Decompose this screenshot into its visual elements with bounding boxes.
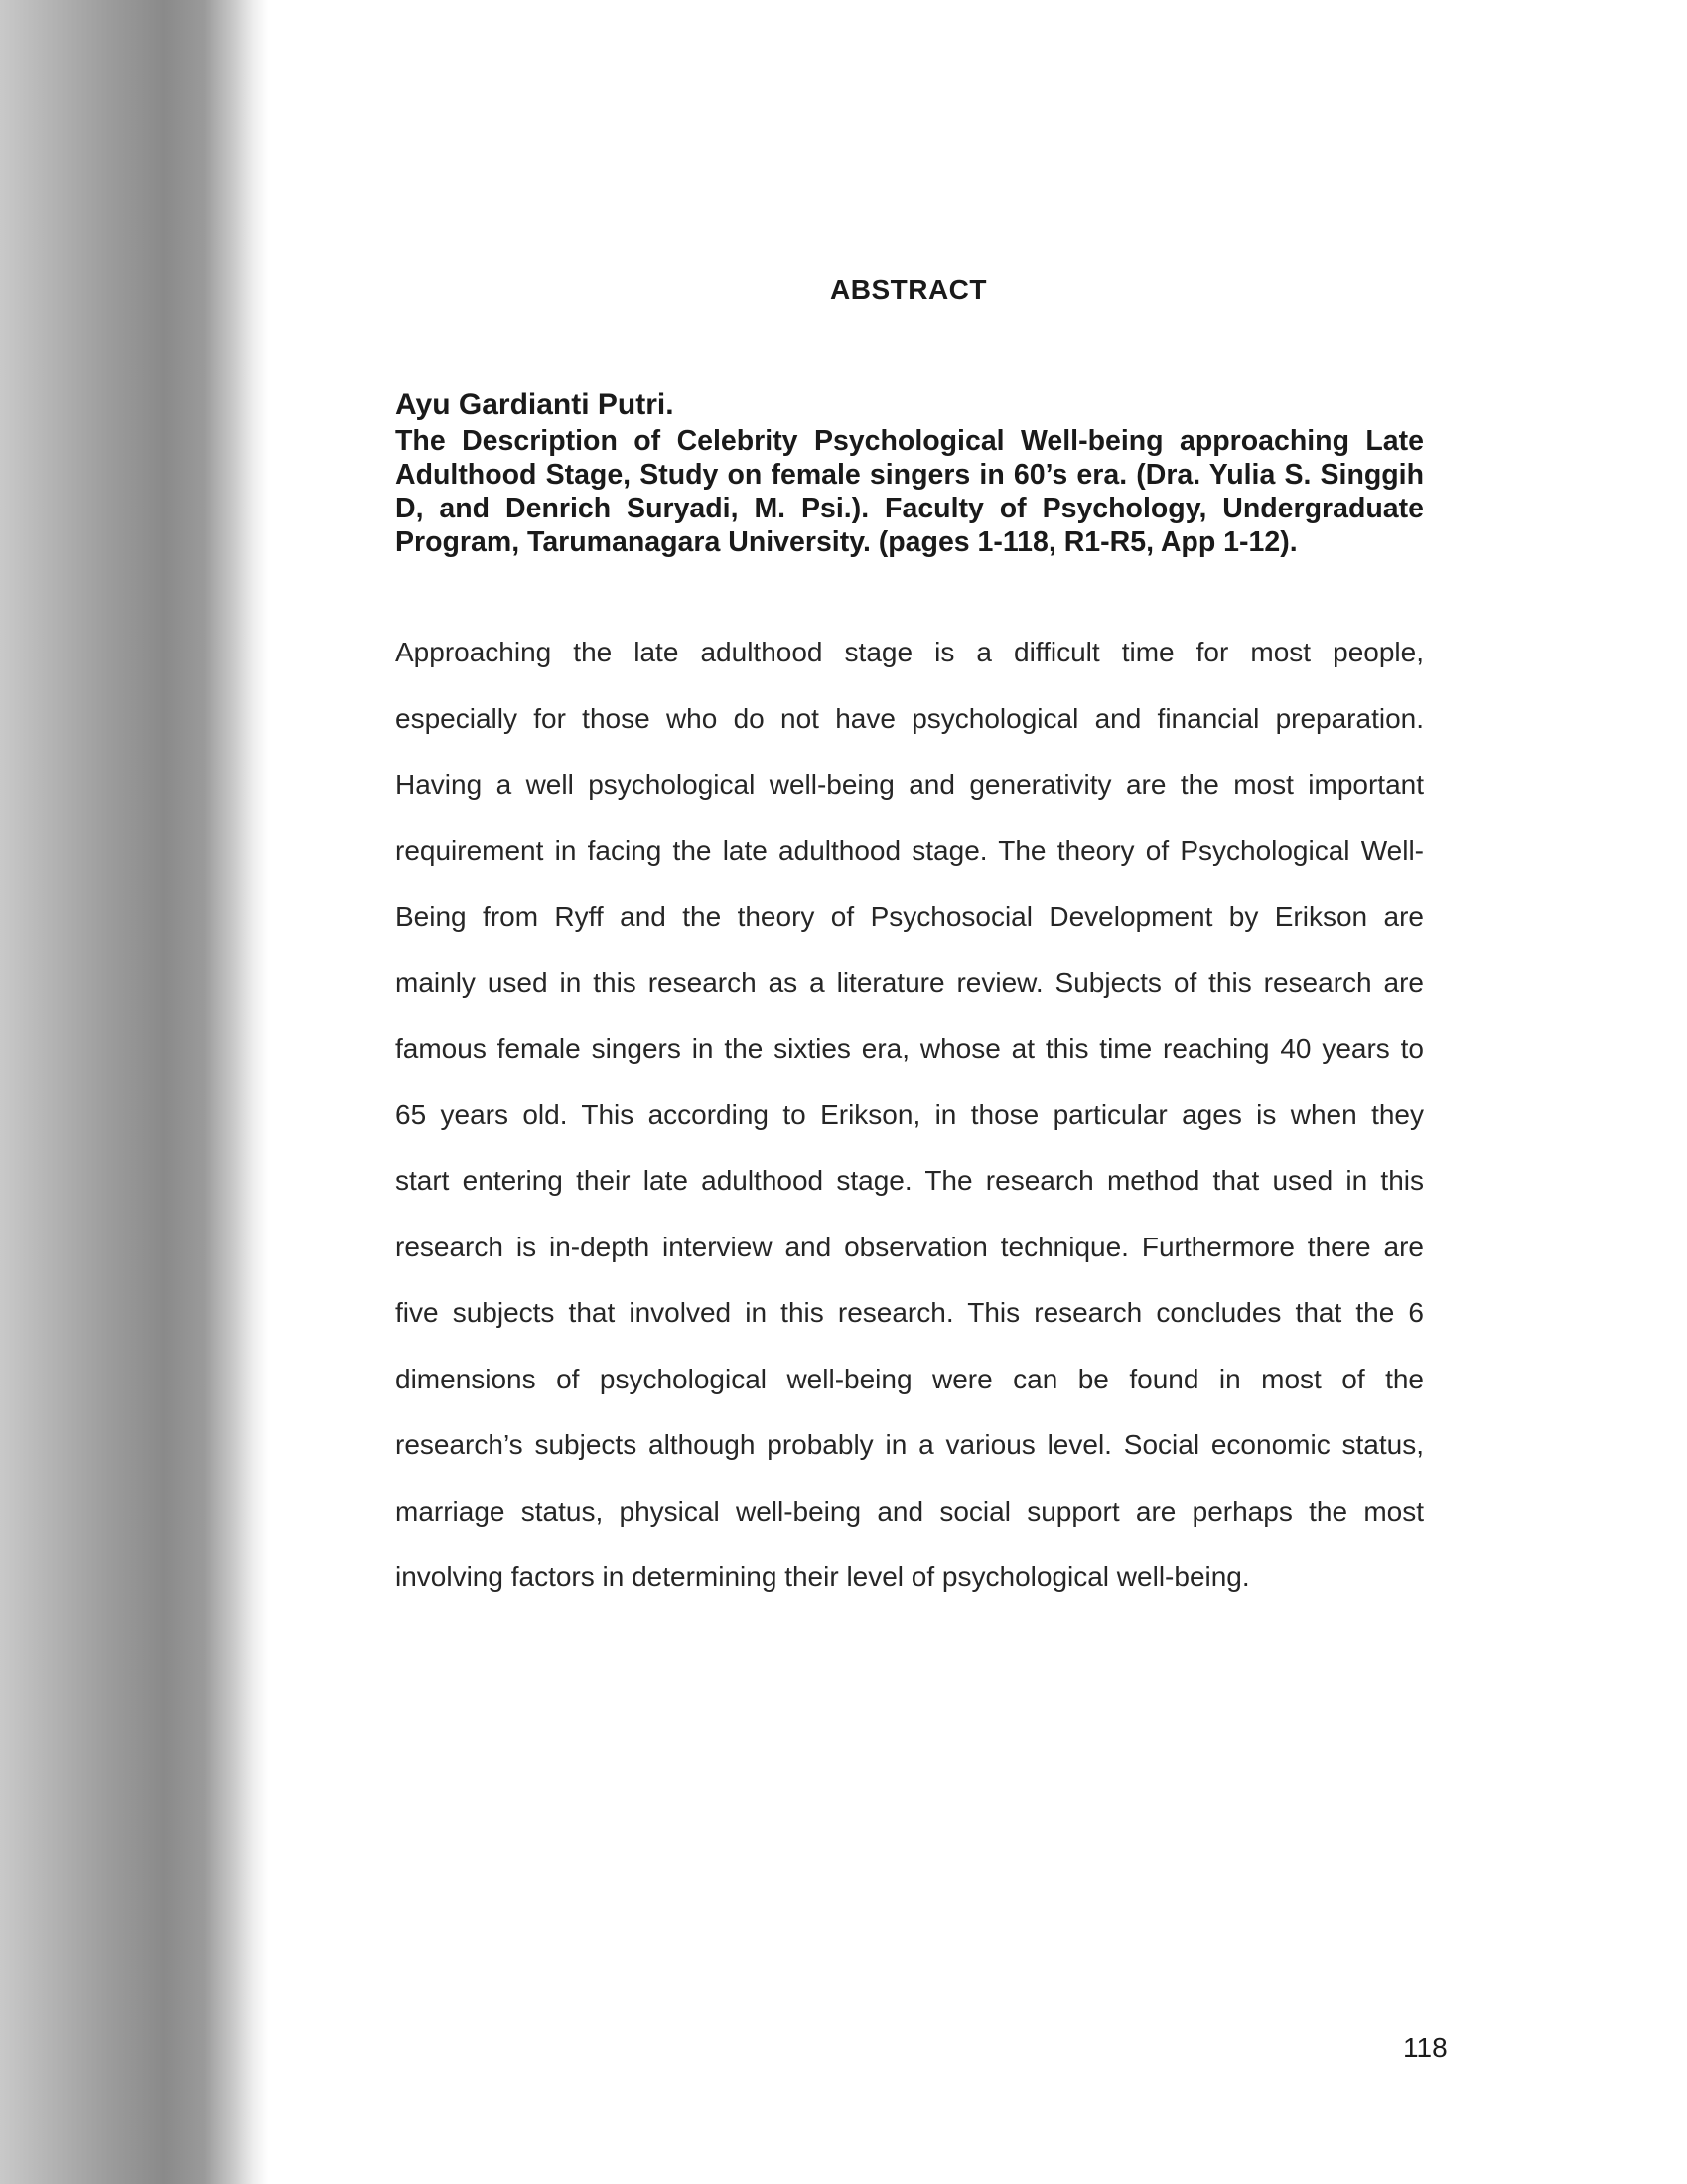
body-line: research’s subjects although probably in a various level. Social economic status, — [395, 1429, 1424, 1460]
body-line: mainly used in this research as a literature review. Subjects of this research are — [395, 966, 1424, 998]
abstract-body — [395, 620, 1424, 1611]
body-line: 65 years old. This according to Erikson, in those particular ages is when they — [395, 1098, 1424, 1130]
body-line: dimensions of psychological well-being were can be found in most of the — [395, 1363, 1424, 1394]
citation-line: D, and Denrich Suryadi, M. Psi.). Faculty of Psychology, Undergraduate — [395, 493, 1424, 524]
body-line: marriage status, physical well-being and social support are perhaps the most — [395, 1495, 1424, 1527]
body-line: requirement in facing the late adulthood stage. The theory of Psychological Well- — [395, 834, 1424, 866]
body-line: involving factors in determining their level of psychological well-being. — [395, 1561, 1250, 1592]
body-line: Being from Ryff and the theory of Psychosocial Development by Erikson are — [395, 901, 1424, 932]
body-line: especially for those who do not have psychological and financial preparation. — [395, 702, 1424, 734]
citation-line: Program, Tarumanagara University. (pages 1-118, R1-R5, App 1-12). — [395, 526, 1298, 558]
body-line: Having a well psychological well-being and generativity are the most important — [395, 769, 1424, 800]
author-name: Ayu Gardianti Putri. — [395, 388, 674, 421]
body-line: five subjects that involved in this research. This research concludes that the 6 — [395, 1297, 1424, 1328]
body-line: research is in-depth interview and observation technique. Furthermore there are — [395, 1231, 1424, 1262]
body-line: famous female singers in the sixties era, whose at this time reaching 40 years to — [395, 1033, 1424, 1064]
body-line: start entering their late adulthood stage. The research method that used in this — [395, 1165, 1424, 1196]
abstract-heading: ABSTRACT — [830, 274, 987, 305]
page-number: 118 — [1403, 2032, 1448, 2063]
citation-line: Adulthood Stage, Study on female singers in 60’s era. (Dra. Yulia S. Singgih — [395, 459, 1424, 491]
body-line: Approaching the late adulthood stage is a difficult time for most people, — [395, 637, 1424, 667]
citation-block — [395, 424, 1424, 559]
citation-line: The Description of Celebrity Psychological Well-being approaching Late — [395, 425, 1424, 457]
